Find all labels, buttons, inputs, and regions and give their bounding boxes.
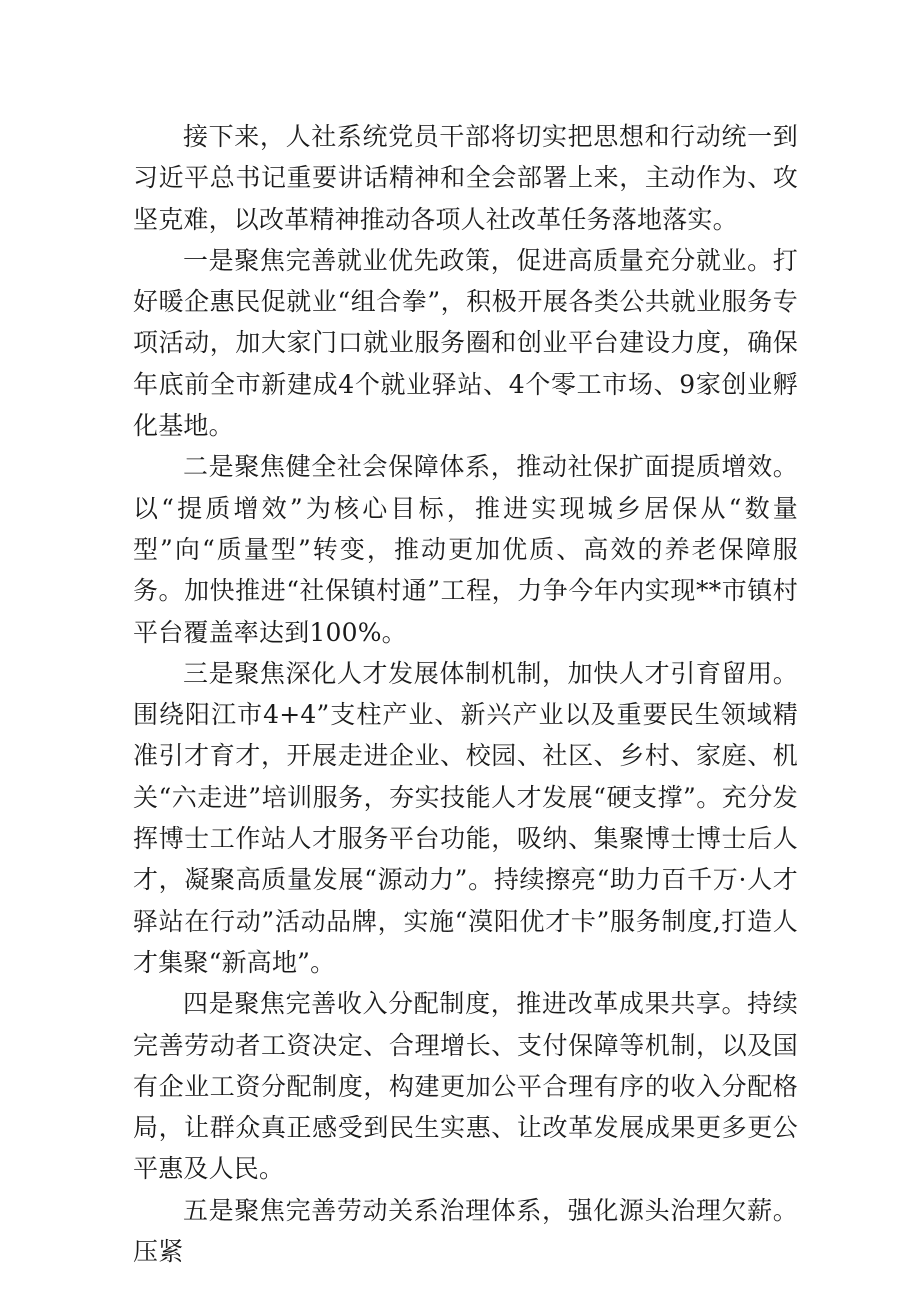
- paragraph-employment: 一是聚焦完善就业优先政策，促进高质量充分就业。打好暖企惠民促就业“组合拳”，积极开展各类公共就业服务专项活动，加大家门口就业服务圈和创业平台建设力度，确保年底前全市新建成4个就业驿站、4个零工市场、9家创业孵化基地。: [133, 245, 798, 441]
- paragraph-talent: 三是聚焦深化人才发展体制机制，加快人才引育留用。围绕阳江市4+4”支柱产业、新兴产业以及重要民生领域精准引才育才，开展走进企业、校园、社区、乡村、家庭、机关“六走进”培训服务，夯实技能人才发展“硬支撑”。充分发挥博士工作站人才服务平台功能，吸纳、集聚博士博士后人才，凝聚高质量发展“源动力”。持续擦亮“助力百千万·人才驿站在行动”活动品牌，实施“漠阳优才卡”服务制度,打造人才集聚“新高地”。: [133, 658, 798, 977]
- paragraph-intro: 接下来，人社系统党员干部将切实把思想和行动统一到习近平总书记重要讲话精神和全会部署上来，主动作为、攻坚克难，以改革精神推动各项人社改革任务落地落实。: [133, 122, 798, 234]
- paragraph-income-distribution: 四是聚焦完善收入分配制度，推进改革成果共享。持续完善劳动者工资决定、合理增长、支付保障等机制，以及国有企业工资分配制度，构建更加公平合理有序的收入分配格局，让群众真正感受到民生实惠、让改革发展成果更多更公平惠及人民。: [133, 989, 798, 1184]
- paragraph-social-security: 二是聚焦健全社会保障体系，推动社保扩面提质增效。以“提质增效”为核心目标，推进实现城乡居保从“数量型”向“质量型”转变，推动更加优质、高效的养老保障服务。加快推进“社保镇村通”工程，力争今年内实现**市镇村平台覆盖率达到100%。: [133, 452, 798, 647]
- document-body: [133, 116, 798, 1272]
- paragraph-labor-relations: 五是聚焦完善劳动关系治理体系，强化源头治理欠薪。压紧: [133, 1195, 798, 1267]
